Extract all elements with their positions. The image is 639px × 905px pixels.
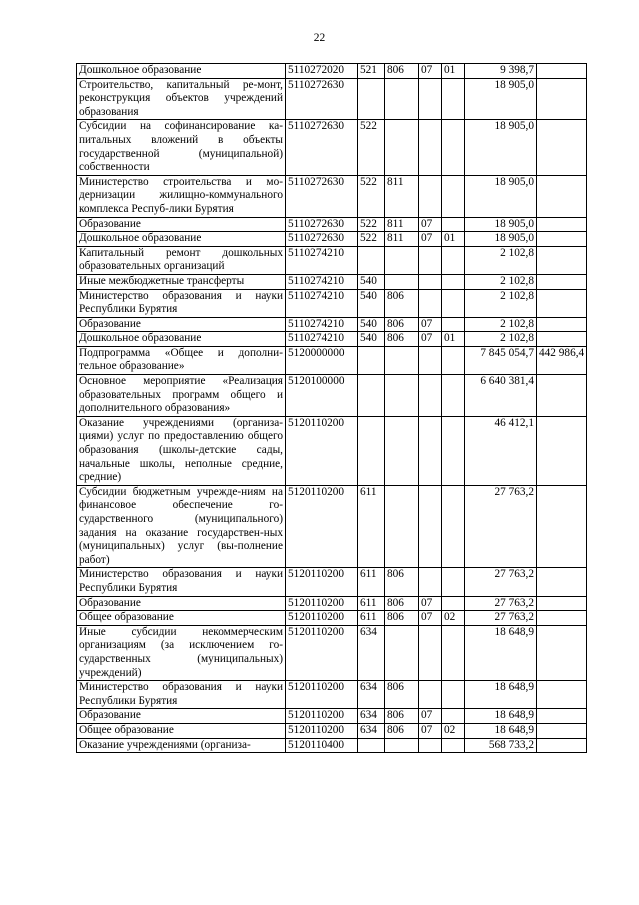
row-amount-extra [537,723,587,738]
row-section-code [419,346,442,374]
row-amount: 27 763,2 [465,596,537,611]
row-subsection-code: 02 [442,611,465,626]
row-subsection-code [442,274,465,289]
row-amount: 27 763,2 [465,568,537,596]
row-ministry-code: 806 [385,596,419,611]
row-target-article-code: 5120110200 [286,611,358,626]
row-subsection-code [442,78,465,120]
row-amount-extra [537,64,587,79]
row-ministry-code: 806 [385,723,419,738]
table-row [77,596,587,611]
page-number: 22 [313,32,326,44]
row-section-code: 07 [419,332,442,347]
row-subsection-code [442,289,465,317]
row-name: Общее образование [77,611,286,626]
row-section-code: 07 [419,217,442,232]
row-section-code: 07 [419,709,442,724]
row-name: Дошкольное образование [77,64,286,79]
row-expense-type-code [358,78,385,120]
row-section-code [419,485,442,568]
row-section-code: 07 [419,232,442,247]
row-ministry-code: 806 [385,332,419,347]
row-amount: 568 733,2 [465,738,537,753]
row-amount: 2 102,8 [465,317,537,332]
table-row [77,120,587,175]
row-target-article-code: 5110272020 [286,64,358,79]
row-expense-type-code: 540 [358,274,385,289]
row-subsection-code [442,317,465,332]
table-body [77,64,587,753]
row-target-article-code: 5110272630 [286,175,358,217]
row-amount-extra [537,274,587,289]
row-target-article-code: 5110274210 [286,317,358,332]
table-row [77,611,587,626]
row-amount: 2 102,8 [465,246,537,274]
row-expense-type-code: 611 [358,568,385,596]
row-ministry-code: 806 [385,611,419,626]
row-name: Дошкольное образование [77,332,286,347]
row-target-article-code: 5120110200 [286,568,358,596]
row-subsection-code [442,346,465,374]
row-section-code [419,78,442,120]
row-amount-extra [537,217,587,232]
row-amount: 7 845 054,7 [465,346,537,374]
row-subsection-code: 01 [442,332,465,347]
row-expense-type-code [358,416,385,485]
row-name: Образование [77,709,286,724]
row-ministry-code [385,246,419,274]
row-section-code [419,416,442,485]
row-section-code: 07 [419,596,442,611]
row-section-code: 07 [419,64,442,79]
row-target-article-code: 5110274210 [286,289,358,317]
row-subsection-code [442,485,465,568]
row-target-article-code: 5110274210 [286,246,358,274]
row-expense-type-code: 611 [358,485,385,568]
row-target-article-code: 5110274210 [286,274,358,289]
row-subsection-code [442,709,465,724]
row-name: Образование [77,217,286,232]
table-row [77,625,587,680]
row-section-code: 07 [419,317,442,332]
row-name: Министерство образования и науки Республики Бурятия [77,568,286,596]
table-row [77,681,587,709]
row-amount: 2 102,8 [465,274,537,289]
row-amount-extra [537,625,587,680]
table-row [77,485,587,568]
row-expense-type-code [358,738,385,753]
row-expense-type-code: 521 [358,64,385,79]
row-amount-extra [537,317,587,332]
table-row [77,738,587,753]
row-subsection-code [442,217,465,232]
row-name: Основное мероприятие «Реализация образовательных программ общего и дополнительного образования» [77,375,286,417]
row-name: Оказание учреждениями (организа- [77,738,286,753]
row-ministry-code: 806 [385,709,419,724]
row-expense-type-code: 634 [358,681,385,709]
table-row [77,274,587,289]
row-subsection-code [442,596,465,611]
table-row [77,317,587,332]
row-expense-type-code [358,346,385,374]
row-subsection-code [442,625,465,680]
row-expense-type-code: 611 [358,611,385,626]
row-amount: 18 905,0 [465,120,537,175]
row-amount-extra [537,232,587,247]
row-amount: 18 905,0 [465,217,537,232]
row-expense-type-code: 540 [358,289,385,317]
table-row [77,723,587,738]
table-row [77,568,587,596]
row-ministry-code [385,78,419,120]
row-section-code: 07 [419,611,442,626]
row-subsection-code: 01 [442,64,465,79]
row-amount: 18 648,9 [465,681,537,709]
table-row [77,289,587,317]
row-expense-type-code: 522 [358,120,385,175]
row-subsection-code: 01 [442,232,465,247]
row-section-code [419,175,442,217]
row-name: Оказание учреждениями (организа-циями) услуг по предоставлению общего образования (школы-детские сады, начальные школы, неполные средние, средние) [77,416,286,485]
row-ministry-code [385,416,419,485]
row-target-article-code: 5120110200 [286,723,358,738]
row-name: Субсидии бюджетным учрежде-ниям на финансовое обеспечение го-сударственного (муниципального) задания на оказание государствен-ных (муниципальных) услуг (вы-полнение работ) [77,485,286,568]
row-target-article-code: 5110274210 [286,332,358,347]
row-subsection-code [442,120,465,175]
row-expense-type-code: 634 [358,709,385,724]
row-expense-type-code: 522 [358,175,385,217]
row-amount-extra [537,416,587,485]
row-section-code [419,246,442,274]
row-subsection-code [442,375,465,417]
row-ministry-code [385,274,419,289]
row-amount-extra [537,485,587,568]
row-section-code [419,120,442,175]
row-expense-type-code: 522 [358,232,385,247]
budget-table [76,63,587,753]
row-amount: 2 102,8 [465,332,537,347]
row-section-code [419,289,442,317]
row-target-article-code: 5120000000 [286,346,358,374]
row-amount: 18 648,9 [465,709,537,724]
row-expense-type-code: 540 [358,317,385,332]
row-section-code [419,681,442,709]
row-ministry-code [385,738,419,753]
row-amount: 18 905,0 [465,78,537,120]
row-target-article-code: 5120110200 [286,681,358,709]
row-section-code [419,274,442,289]
row-amount-extra [537,120,587,175]
row-subsection-code [442,175,465,217]
row-subsection-code [442,416,465,485]
row-ministry-code: 811 [385,232,419,247]
row-amount: 18 905,0 [465,232,537,247]
row-expense-type-code: 522 [358,217,385,232]
row-subsection-code: 02 [442,723,465,738]
row-amount-extra [537,596,587,611]
row-name: Министерство образования и науки Республики Бурятия [77,289,286,317]
table-row [77,232,587,247]
table-row [77,375,587,417]
row-ministry-code [385,346,419,374]
row-expense-type-code [358,375,385,417]
row-target-article-code: 5110272630 [286,120,358,175]
row-target-article-code: 5110272630 [286,232,358,247]
row-subsection-code [442,681,465,709]
row-amount-extra [537,78,587,120]
row-amount-extra [537,709,587,724]
row-amount-extra [537,375,587,417]
row-name: Министерство образования и науки Республики Бурятия [77,681,286,709]
row-amount-extra [537,568,587,596]
row-subsection-code [442,246,465,274]
row-expense-type-code: 634 [358,723,385,738]
row-expense-type-code: 611 [358,596,385,611]
row-expense-type-code [358,246,385,274]
row-section-code: 07 [419,723,442,738]
table-row [77,346,587,374]
row-target-article-code: 5120110400 [286,738,358,753]
row-amount: 18 905,0 [465,175,537,217]
row-amount-extra: 442 986,4 [537,346,587,374]
row-target-article-code: 5120110200 [286,596,358,611]
row-amount: 18 648,9 [465,625,537,680]
row-expense-type-code: 540 [358,332,385,347]
row-target-article-code: 5120100000 [286,375,358,417]
row-ministry-code [385,120,419,175]
row-amount-extra [537,289,587,317]
row-amount: 2 102,8 [465,289,537,317]
row-amount: 27 763,2 [465,485,537,568]
row-name: Иные субсидии некоммерческим организациям (за исключением го-сударственных (муниципальных) учреждений) [77,625,286,680]
row-section-code [419,375,442,417]
table-row [77,64,587,79]
row-name: Субсидии на софинансирование ка-питальных вложений в объекты государственной (муниципальной) собственности [77,120,286,175]
row-subsection-code [442,568,465,596]
row-ministry-code [385,485,419,568]
row-ministry-code: 806 [385,64,419,79]
row-amount-extra [537,332,587,347]
row-section-code [419,625,442,680]
table-row [77,709,587,724]
row-amount: 9 398,7 [465,64,537,79]
row-amount: 46 412,1 [465,416,537,485]
row-section-code [419,738,442,753]
table-row [77,175,587,217]
row-ministry-code [385,375,419,417]
table-row [77,246,587,274]
row-target-article-code: 5110272630 [286,217,358,232]
row-section-code [419,568,442,596]
row-target-article-code: 5120110200 [286,416,358,485]
table-row [77,332,587,347]
row-amount-extra [537,681,587,709]
row-name: Подпрограмма «Общее и дополни-тельное образование» [77,346,286,374]
row-expense-type-code: 634 [358,625,385,680]
row-target-article-code: 5120110200 [286,485,358,568]
row-ministry-code: 806 [385,317,419,332]
row-amount: 27 763,2 [465,611,537,626]
row-ministry-code: 811 [385,175,419,217]
row-name: Строительство, капитальный ре-монт, реконструкция объектов учреждений образования [77,78,286,120]
row-amount: 6 640 381,4 [465,375,537,417]
row-name: Министерство строительства и мо-дернизации жилищно-коммунального комплекса Респуб-лики Бурятия [77,175,286,217]
table-row [77,78,587,120]
row-ministry-code: 806 [385,681,419,709]
row-amount-extra [537,611,587,626]
row-name: Общее образование [77,723,286,738]
row-target-article-code: 5110272630 [286,78,358,120]
row-ministry-code: 806 [385,568,419,596]
row-amount-extra [537,738,587,753]
row-ministry-code: 811 [385,217,419,232]
table-row [77,416,587,485]
row-amount: 18 648,9 [465,723,537,738]
row-amount-extra [537,246,587,274]
row-ministry-code: 806 [385,289,419,317]
row-subsection-code [442,738,465,753]
row-name: Иные межбюджетные трансферты [77,274,286,289]
row-ministry-code [385,625,419,680]
table-row [77,217,587,232]
row-name: Дошкольное образование [77,232,286,247]
row-name: Капитальный ремонт дошкольных образовательных организаций [77,246,286,274]
row-target-article-code: 5120110200 [286,709,358,724]
row-name: Образование [77,317,286,332]
row-amount-extra [537,175,587,217]
row-target-article-code: 5120110200 [286,625,358,680]
row-name: Образование [77,596,286,611]
